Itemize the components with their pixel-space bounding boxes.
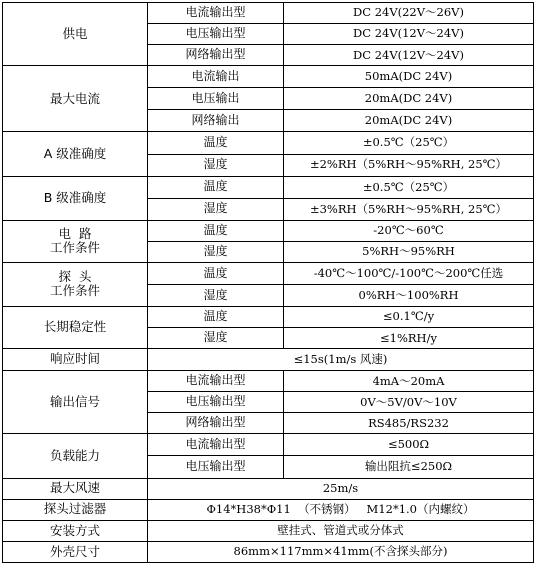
- probe-label-line2: 工作条件: [49, 283, 100, 299]
- table-row: [3, 520, 534, 541]
- table-row: [3, 132, 534, 154]
- spec-value: ≤0.1℃/y: [284, 307, 534, 328]
- spec-value: ±0.5℃（25℃）: [284, 132, 534, 154]
- spec-value: ±2%RH（5%RH～95%RH, 25℃）: [284, 154, 534, 176]
- table-row: [3, 371, 534, 392]
- sub-label: 电压输出型: [148, 456, 284, 478]
- table-row: [3, 434, 534, 456]
- sub-label: 电压输出: [148, 88, 284, 110]
- spec-value: ≤15s(1m/s 风速): [148, 349, 534, 371]
- spec-value: 输出阻抗≤250Ω: [284, 456, 534, 478]
- sub-label: 温度: [148, 307, 284, 328]
- table-row: [3, 499, 534, 520]
- table-row: [3, 541, 534, 562]
- spec-value: DC 24V(22V～26V): [284, 3, 534, 24]
- table-row: [3, 66, 534, 88]
- table-row: [3, 176, 534, 198]
- sub-label: 湿度: [148, 328, 284, 349]
- spec-value: 20mA(DC 24V): [284, 88, 534, 110]
- a-accuracy-label: A 级准确度: [3, 132, 148, 176]
- sub-label: 温度: [148, 220, 284, 241]
- install-label: 安装方式: [3, 520, 148, 541]
- sub-label: 电流输出型: [148, 371, 284, 392]
- table-row: [3, 349, 534, 371]
- response-label: 响应时间: [3, 349, 148, 371]
- sub-label: 湿度: [148, 154, 284, 176]
- spec-value: -40℃～100℃/-100℃～200℃任选: [284, 262, 534, 284]
- spec-value: 0%RH～100%RH: [284, 284, 534, 306]
- spec-value: 25m/s: [148, 478, 534, 499]
- spec-value: RS485/RS232: [284, 413, 534, 434]
- circuit-label-line2: 工作条件: [49, 240, 100, 256]
- sub-label: 电流输出型: [148, 3, 284, 24]
- size-label: 外壳尺寸: [3, 541, 148, 562]
- sub-label: 电流输出: [148, 66, 284, 88]
- spec-value: ±0.5℃（25℃）: [284, 176, 534, 198]
- spec-value: 壁挂式、管道式或分体式: [148, 520, 534, 541]
- table-row: [3, 220, 534, 241]
- spec-value: DC 24V(12V～24V): [284, 45, 534, 66]
- sub-label: 温度: [148, 262, 284, 284]
- sub-label: 网络输出型: [148, 45, 284, 66]
- circuit-conditions-label: [3, 220, 148, 262]
- spec-value: Φ14*H38*Φ11 （不锈钢） M12*1.0（内螺纹）: [148, 499, 534, 520]
- sub-label: 电流输出型: [148, 434, 284, 456]
- load-label: 负载能力: [3, 434, 148, 478]
- spec-value: 0V～5V/0V～10V: [284, 392, 534, 413]
- max-wind-label: 最大风速: [3, 478, 148, 499]
- output-signal-label: 输出信号: [3, 371, 148, 434]
- power-label: 供电: [3, 3, 148, 66]
- spec-value: ±3%RH（5%RH～95%RH, 25℃）: [284, 198, 534, 220]
- spec-table: [2, 2, 534, 563]
- spec-value: 5%RH～95%RH: [284, 241, 534, 262]
- spec-value: ≤1%RH/y: [284, 328, 534, 349]
- spec-value: 86mm×117mm×41mm(不含探头部分): [148, 541, 534, 562]
- table-row: [3, 478, 534, 499]
- sub-label: 湿度: [148, 284, 284, 306]
- sub-label: 电压输出型: [148, 392, 284, 413]
- sub-label: 湿度: [148, 198, 284, 220]
- sub-label: 湿度: [148, 241, 284, 262]
- table-row: [3, 307, 534, 328]
- table-row: [3, 262, 534, 284]
- probe-label-line1: 探 头: [58, 269, 92, 285]
- sub-label: 温度: [148, 176, 284, 198]
- probe-conditions-label: [3, 262, 148, 306]
- spec-value: DC 24V(12V～24V): [284, 24, 534, 45]
- probe-filter-label: 探头过滤器: [3, 499, 148, 520]
- table-row: [3, 3, 534, 24]
- spec-value: 4mA～20mA: [284, 371, 534, 392]
- sub-label: 电压输出型: [148, 24, 284, 45]
- sub-label: 网络输出型: [148, 413, 284, 434]
- max-current-label: 最大电流: [3, 66, 148, 132]
- spec-value: 20mA(DC 24V): [284, 110, 534, 132]
- sub-label: 温度: [148, 132, 284, 154]
- circuit-label-line1: 电 路: [58, 225, 92, 241]
- stability-label: 长期稳定性: [3, 307, 148, 349]
- b-accuracy-label: B 级准确度: [3, 176, 148, 220]
- spec-value: ≤500Ω: [284, 434, 534, 456]
- sub-label: 网络输出: [148, 110, 284, 132]
- spec-value: 50mA(DC 24V): [284, 66, 534, 88]
- spec-value: -20℃～60℃: [284, 220, 534, 241]
